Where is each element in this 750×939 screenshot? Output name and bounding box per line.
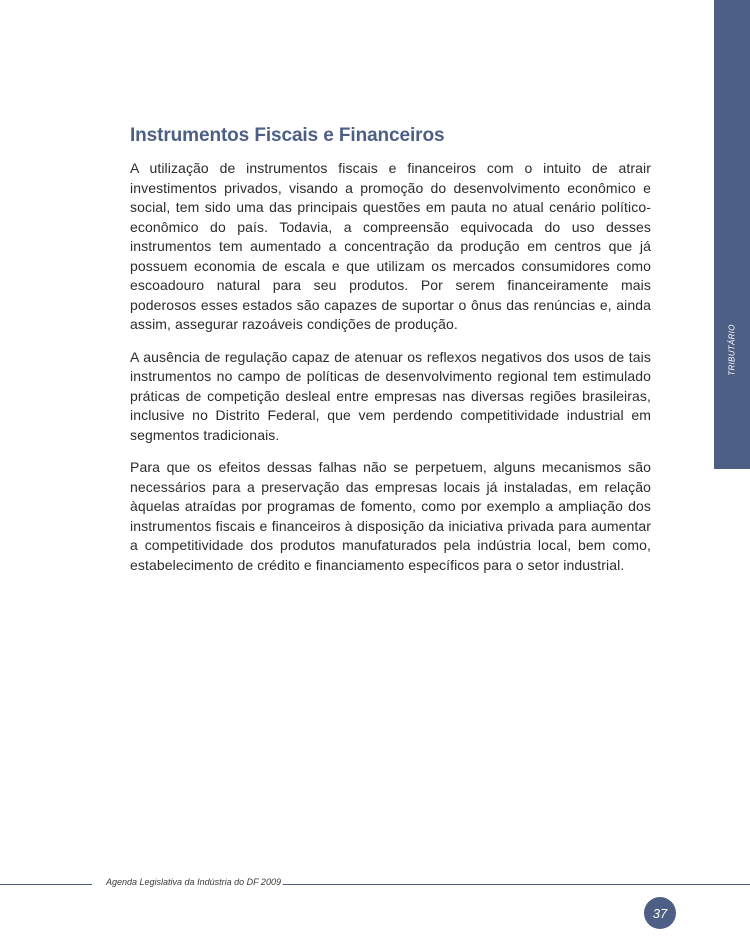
- article-title: Instrumentos Fiscais e Financeiros: [130, 125, 445, 146]
- section-side-tab: [714, 0, 750, 469]
- footer-rule-left: [0, 884, 92, 885]
- footer-publication-title: Agenda Legislativa da Indústria do DF 2009: [106, 877, 281, 887]
- paragraph-1: A utilização de instrumentos fiscais e financeiros com o intuito de atrair investimentos privados, visando a promoção do desenvolvimento econômico e social, tem sido uma das principais questões em pauta no atual cenário político-econômico do país. Todavia, a compreensão equivocada do uso desses instrumentos tem aumentado a concentração da produção em centros que já possuem economia de escala e que utilizam os mercados consumidores como escoadouro natural para seu produtos. Por serem financeiramente mais poderosos esses estados são capazes de suportar o ônus das renúncias e, ainda assim, assegurar razoáveis condições de produção.: [130, 160, 651, 332]
- paragraph-3: Para que os efeitos dessas falhas não se perpetuem, alguns mecanismos são necessários para a preservação das empresas locais já instaladas, em relação àquelas atraídas por programas de fomento, como por exemplo a ampliação dos instrumentos fiscais e financeiros à disposição da iniciativa privada para aumentar a competitividade dos produtos manufaturados pela indústria local, bem como, estabelecimento de crédito e financiamento específicos para o setor industrial.: [130, 459, 651, 573]
- paragraph-2: A ausência de regulação capaz de atenuar os reflexos negativos dos usos de tais instrumentos no campo de políticas de desenvolvimento regional tem estimulado práticas de competição desleal entre empresas nas diversas regiões brasileiras, inclusive no Distrito Federal, que vem perdendo competitividade industrial em segmentos tradicionais.: [130, 348, 651, 443]
- footer-rule-right: [270, 884, 750, 885]
- article-content: [130, 125, 651, 588]
- page-number-badge: 37: [644, 897, 676, 929]
- section-label: TRIBUTÁRIO: [727, 324, 737, 376]
